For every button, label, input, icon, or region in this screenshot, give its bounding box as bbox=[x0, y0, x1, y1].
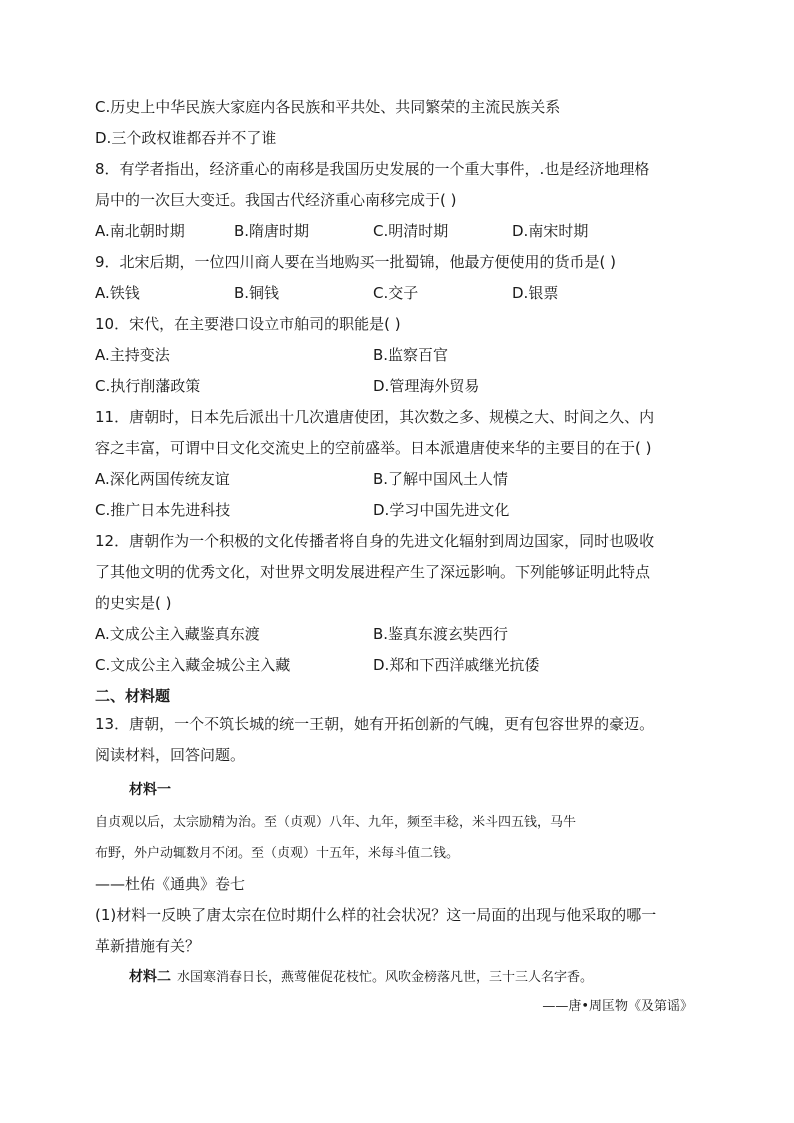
q12-option-c: C.文成公主入藏金城公主入藏 bbox=[95, 656, 291, 674]
material-2-label: 材料二 bbox=[129, 969, 171, 985]
q10-options-row-2 bbox=[95, 371, 705, 402]
material-2-source: ——唐•周匡物《及第谣》 bbox=[542, 999, 693, 1014]
q10-stem-line-1: 10．宋代，在主要港口设立市舶司的职能是( ) bbox=[95, 315, 401, 333]
q8-stem-line-2: 局中的一次巨大变迁。我国古代经济重心南移完成于( ) bbox=[95, 191, 457, 209]
q11-option-b: B.了解中国风土人情 bbox=[373, 470, 509, 488]
material-2 bbox=[95, 962, 705, 993]
q8-option-c: C.明清时期 bbox=[373, 222, 449, 240]
q10-option-a: A.主持变法 bbox=[95, 346, 170, 364]
q12-options-row-2 bbox=[95, 650, 705, 681]
q10-option-d: D.管理海外贸易 bbox=[373, 377, 480, 395]
option-line-c: C.历史上中华民族大家庭内各民族和平共处、共同繁荣的主流民族关系 bbox=[95, 98, 561, 116]
option-line-d: D.三个政权谁都吞并不了谁 bbox=[95, 129, 277, 147]
q12-option-b: B.鉴真东渡玄奘西行 bbox=[373, 625, 509, 643]
material-1-text-line-2: 布野，外户动辄数月不闭。至（贞观）十五年，米每斗值二钱。 bbox=[95, 846, 460, 861]
q8-options bbox=[95, 216, 705, 247]
q8-option-b: B.隋唐时期 bbox=[234, 222, 310, 240]
q11-stem-line-2: 容之丰富，可谓中日文化交流史上的空前盛举。日本派遣唐使来华的主要目的在于( ) bbox=[95, 439, 652, 457]
q11-stem-line-1: 11．唐朝时，日本先后派出十几次遣唐使团，其次数之多、规模之大、时间之久、内 bbox=[95, 408, 655, 426]
q11-options-row-1 bbox=[95, 464, 705, 495]
q12-option-a: A.文成公主入藏鉴真东渡 bbox=[95, 625, 260, 643]
q9-option-a: A.铁钱 bbox=[95, 284, 140, 302]
section-heading: 二、材料题 bbox=[95, 687, 171, 705]
q13-sub1-line-2: 革新措施有关？ bbox=[95, 937, 201, 955]
q11-option-d: D.学习中国先进文化 bbox=[373, 501, 510, 519]
material-1-source: ——杜佑《通典》卷七 bbox=[95, 875, 246, 893]
q13-stem-line-2: 阅读材料，回答问题。 bbox=[95, 746, 246, 764]
q10-option-b: B.监察百官 bbox=[373, 346, 449, 364]
q9-option-d: D.银票 bbox=[512, 284, 559, 302]
q8-option-d: D.南宋时期 bbox=[512, 222, 589, 240]
q11-option-c: C.推广日本先进科技 bbox=[95, 501, 231, 519]
q12-stem-line-3: 的史实是( ) bbox=[95, 594, 172, 612]
q12-options-row-1 bbox=[95, 619, 705, 650]
material-1-text-line-1: 自贞观以后，太宗励精为治。至（贞观）八年、九年，频至丰稔，米斗四五钱，马牛 bbox=[95, 815, 577, 830]
q9-option-c: C.交子 bbox=[373, 284, 419, 302]
q8-stem-line-1: 8．有学者指出，经济重心的南移是我国历史发展的一个重大事件，.也是经济地理格 bbox=[95, 160, 650, 178]
q13-sub1-line-1: (1)材料一反映了唐太宗在位时期什么样的社会状况？这一局面的出现与他采取的哪一 bbox=[95, 906, 657, 924]
q12-stem-line-1: 12．唐朝作为一个积极的文化传播者将自身的先进文化辐射到周边国家，同时也吸收 bbox=[95, 532, 655, 550]
q11-options-row-2 bbox=[95, 495, 705, 526]
exam-page bbox=[95, 92, 705, 1021]
q12-option-d: D.郑和下西洋戚继光抗倭 bbox=[373, 656, 540, 674]
q9-option-b: B.铜钱 bbox=[234, 284, 280, 302]
q8-option-a: A.南北朝时期 bbox=[95, 222, 185, 240]
q10-option-c: C.执行削藩政策 bbox=[95, 377, 201, 395]
q10-options-row-1 bbox=[95, 340, 705, 371]
q9-options bbox=[95, 278, 705, 309]
q9-stem-line-1: 9．北宋后期，一位四川商人要在当地购买一批蜀锦，他最方便使用的货币是( ) bbox=[95, 253, 617, 271]
q12-stem-line-2: 了其他文明的优秀文化，对世界文明发展进程产生了深远影响。下列能够证明此特点 bbox=[95, 563, 651, 581]
material-1-title: 材料一 bbox=[129, 782, 171, 798]
q13-stem-line-1: 13．唐朝，一个不筑长城的统一王朝，她有开拓创新的气魄，更有包容世界的豪迈。 bbox=[95, 715, 655, 733]
material-2-text: 水国寒消春日长，燕莺催促花枝忙。风吹金榜落凡世，三十三人名字香。 bbox=[177, 970, 594, 985]
q11-option-a: A.深化两国传统友谊 bbox=[95, 470, 230, 488]
